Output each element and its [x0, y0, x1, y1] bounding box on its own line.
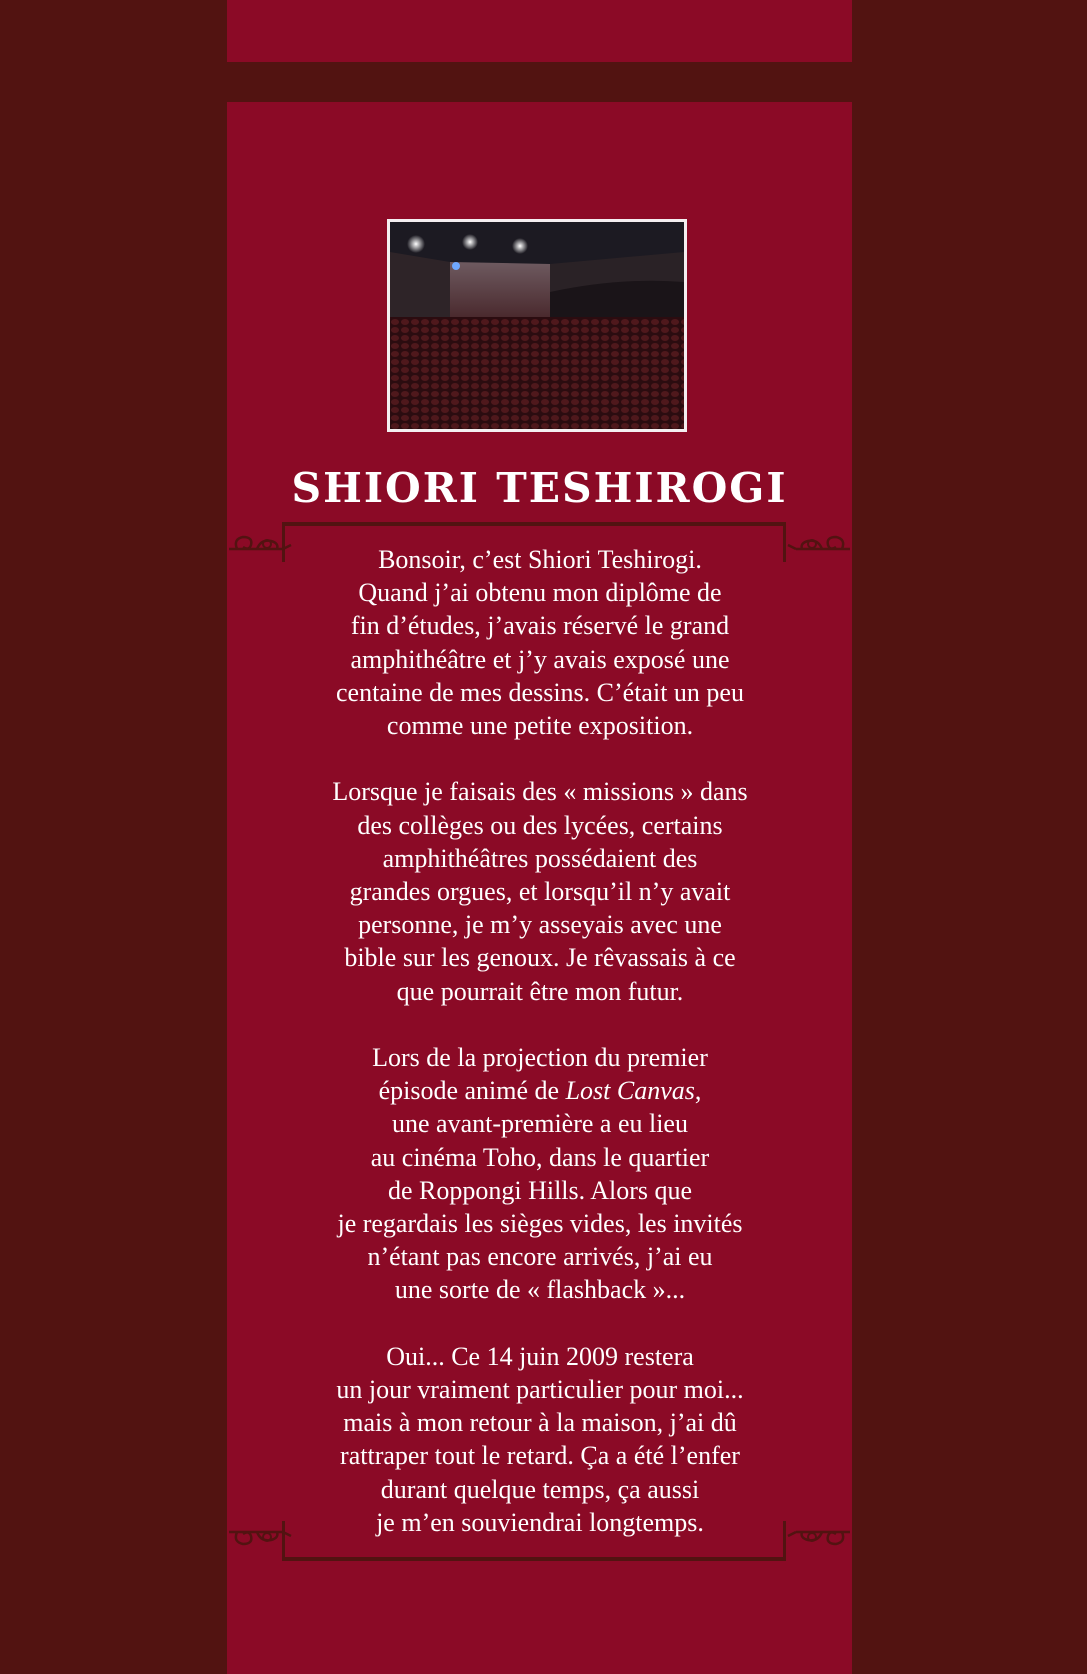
text-segment: ,	[694, 1076, 702, 1106]
text-line: Lors de la projection du premier	[372, 1043, 708, 1073]
text-line: que pourrait être mon futur.	[396, 976, 684, 1006]
text-line: un jour vraiment particulier pour moi...	[336, 1375, 744, 1405]
text-line: grandes orgues, et lorsqu’il n’y avait	[349, 877, 731, 907]
theater-photo	[387, 219, 687, 432]
top-banner	[227, 0, 852, 62]
text-line: centaine de mes dessins. C’était un peu	[336, 677, 744, 707]
text-line: des collèges ou des lycées, certains	[357, 810, 723, 840]
text-line: amphithéâtre et j’y avais exposé une	[350, 644, 730, 674]
page-title: SHIORI TESHIROGI	[291, 464, 788, 512]
text-segment: épisode animé de	[378, 1076, 566, 1106]
frame-top-line	[282, 522, 785, 526]
text-line: au cinéma Toho, dans le quartier	[370, 1142, 710, 1172]
text-line: personne, je m’y asseyais avec une	[358, 910, 722, 940]
text-line: Quand j’ai obtenu mon diplôme de	[358, 578, 722, 608]
paragraph-2	[270, 775, 810, 1007]
text-line: n’étant pas encore arrivés, j’ai eu	[367, 1242, 713, 1272]
text-line: Oui... Ce 14 juin 2009 restera	[386, 1341, 694, 1371]
paragraph-4	[270, 1340, 810, 1539]
text-line-with-title	[270, 1074, 810, 1107]
text-line: comme une petite exposition.	[386, 711, 694, 741]
message-body	[270, 543, 810, 1539]
text-line: Bonsoir, c’est Shiori Teshirogi.	[378, 545, 702, 574]
text-line: je m’en souviendrai longtemps.	[376, 1507, 704, 1537]
text-line: fin d’études, j’avais réservé le grand	[350, 611, 730, 641]
text-line: Lorsque je faisais des « missions » dans	[332, 777, 748, 807]
frame-bottom-line	[282, 1557, 785, 1561]
text-line: rattraper tout le retard. Ça a été l’enfer	[340, 1441, 740, 1471]
text-line: une avant-première a eu lieu	[392, 1109, 688, 1139]
paragraph-3	[270, 1041, 810, 1307]
work-title: Lost Canvas	[565, 1076, 695, 1106]
text-line: je regardais les sièges vides, les invités	[337, 1209, 743, 1239]
paragraph-1	[270, 543, 810, 742]
text-line: durant quelque temps, ça aussi	[380, 1474, 700, 1504]
text-line: mais à mon retour à la maison, j’ai dû	[343, 1408, 737, 1438]
text-line: bible sur les genoux. Je rêvassais à ce	[344, 943, 736, 973]
text-line: amphithéâtres possédaient des	[382, 843, 698, 873]
text-line: une sorte de « flashback »...	[394, 1275, 686, 1305]
text-line: de Roppongi Hills. Alors que	[387, 1175, 693, 1205]
